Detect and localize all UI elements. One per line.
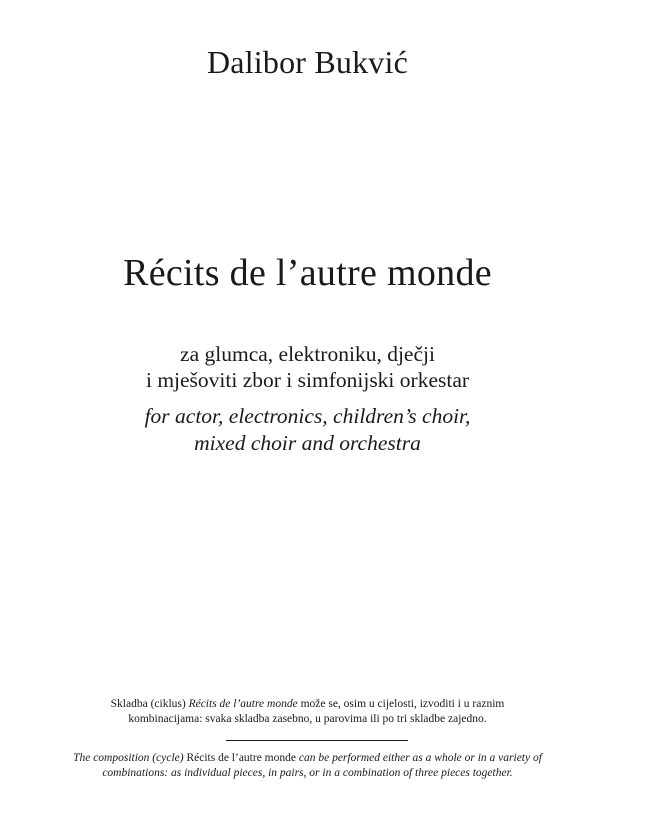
performance-note-english [60,751,555,781]
performance-note-english-line-2: combinations: as individual pieces, in pairs, or in a combination of three pieces together. [102,767,513,779]
performance-note-croatian-line-2: kombinacijama: svaka skladba zasebno, u parovima ili po tri skladbe zajedno. [128,713,487,725]
subtitle-croatian [0,341,615,393]
note-english-suffix: can be performed either as a whole or in a variety of [295,752,542,764]
divider [226,740,408,741]
note-croatian-work-title: Récits de l’autre monde [188,698,298,710]
performance-note-english-line-1 [60,751,555,766]
work-title: Récits de l’autre monde [123,252,492,294]
note-english-work-title: Récits de l’autre monde [186,752,296,764]
subtitle-croatian-line-1: za glumca, elektroniku, dječji [180,342,435,366]
subtitle-english-line-2: mixed choir and orchestra [194,431,421,455]
subtitle-english [0,403,615,457]
composer-name: Dalibor Bukvić [207,44,408,80]
subtitle-english-line-1: for actor, electronics, children’s choir, [144,404,471,428]
subtitle-croatian-line-2: i mješoviti zbor i simfonijski orkestar [145,368,470,392]
performance-note-croatian-line-1 [60,697,555,712]
note-english-prefix: The composition (cycle) [73,752,187,764]
performance-note-croatian [60,697,555,727]
note-croatian-prefix: Skladba (ciklus) [110,698,189,710]
note-croatian-suffix: može se, osim u cijelosti, izvoditi i u raznim [297,698,505,710]
